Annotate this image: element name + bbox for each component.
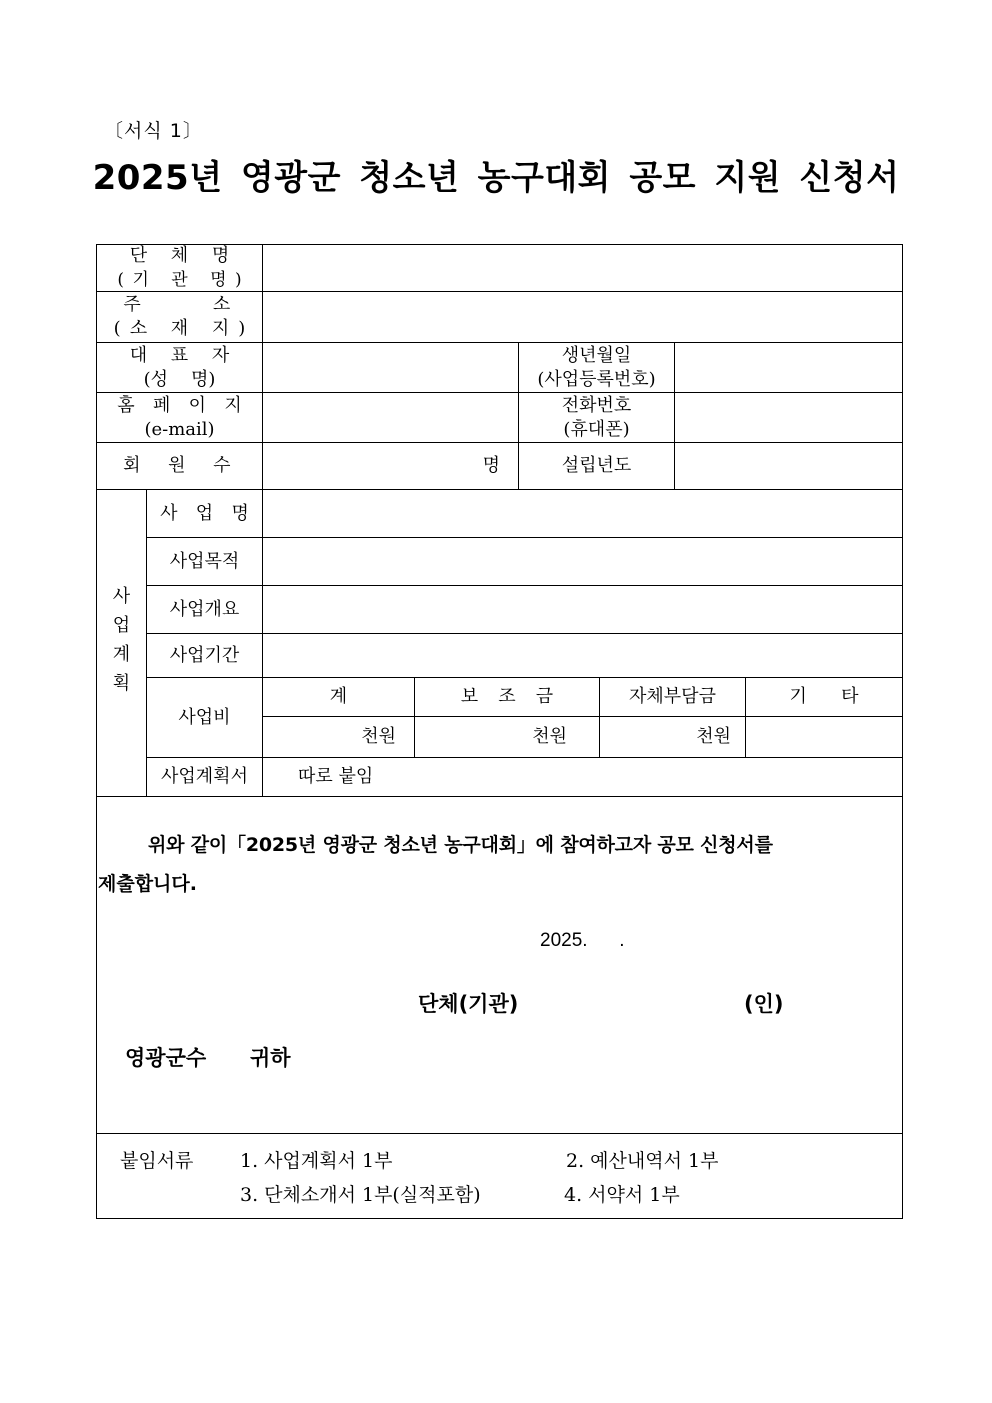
- cost-subsidy-header: 보 조 금: [460, 686, 561, 707]
- attachment-item: 3. 단체소개서 1부(실적포함): [240, 1184, 481, 1206]
- org-name-label: 단 체 명 (기 관 명): [117, 245, 251, 290]
- business-plan-doc-label: 사업계획서: [161, 766, 248, 787]
- declaration-line-2: 제출합니다.: [98, 873, 197, 895]
- business-purpose-field[interactable]: [263, 538, 902, 585]
- representative-field[interactable]: [263, 343, 518, 392]
- business-name-field[interactable]: [263, 490, 902, 537]
- recipient: 영광군수 귀하: [125, 1046, 291, 1070]
- declaration-line-1: 위와 같이「2025년 영광군 청소년 농구대회」에 참여하고자 공모 신청서를: [148, 834, 773, 856]
- phone-label: 전화번호 (휴대폰): [561, 394, 632, 440]
- cost-total-header: 계: [329, 686, 348, 707]
- business-period-label: 사업기간: [169, 644, 240, 666]
- cost-other-field[interactable]: [746, 717, 902, 757]
- cost-self-header: 자체부담금: [629, 686, 716, 707]
- business-plan-section-label: 사 업 계 획: [112, 586, 131, 694]
- business-overview-label: 사업개요: [169, 598, 240, 620]
- cost-self-field[interactable]: 천원: [696, 726, 731, 747]
- seal-mark: (인): [744, 992, 784, 1016]
- homepage-label: 홈 페 이 지 (e-mail): [117, 394, 249, 440]
- business-overview-field[interactable]: [263, 586, 902, 633]
- birth-date-label: 생년월일 (사업등록번호): [537, 344, 656, 390]
- cost-other-header: 기 타: [789, 686, 859, 707]
- phone-field[interactable]: [675, 393, 902, 442]
- attachments-label: 붙임서류: [120, 1150, 194, 1172]
- founded-year-field[interactable]: [675, 443, 902, 489]
- business-plan-doc-value: 따로 붙임: [298, 766, 374, 787]
- founded-year-label: 설립년도: [561, 455, 632, 476]
- application-date: 2025. .: [540, 930, 625, 951]
- org-name-field[interactable]: [263, 245, 902, 291]
- form-number-label: 〔서식 1〕: [104, 120, 203, 142]
- address-label: 주 소 (소 재 지): [113, 294, 255, 339]
- attachment-item: 2. 예산내역서 1부: [566, 1150, 719, 1172]
- cost-subsidy-field[interactable]: 천원: [532, 726, 567, 747]
- members-label: 회 원 수: [123, 455, 236, 476]
- members-unit: 명: [482, 455, 500, 476]
- business-purpose-label: 사업목적: [169, 550, 240, 572]
- representative-label: 대 표 자 (성 명): [129, 344, 239, 390]
- business-name-label: 사 업 명: [160, 502, 256, 524]
- attachment-item: 1. 사업계획서 1부: [240, 1150, 393, 1172]
- address-field[interactable]: [263, 292, 902, 342]
- cost-total-field[interactable]: 천원: [361, 726, 396, 747]
- business-period-field[interactable]: [263, 634, 902, 677]
- homepage-field[interactable]: [263, 393, 518, 442]
- birth-date-field[interactable]: [675, 343, 902, 392]
- attachment-item: 4. 서약서 1부: [564, 1184, 680, 1206]
- organization-signature: 단체(기관): [418, 992, 519, 1016]
- business-cost-label: 사업비: [178, 706, 231, 728]
- page-title: 2025년 영광군 청소년 농구대회 공모 지원 신청서: [92, 158, 900, 198]
